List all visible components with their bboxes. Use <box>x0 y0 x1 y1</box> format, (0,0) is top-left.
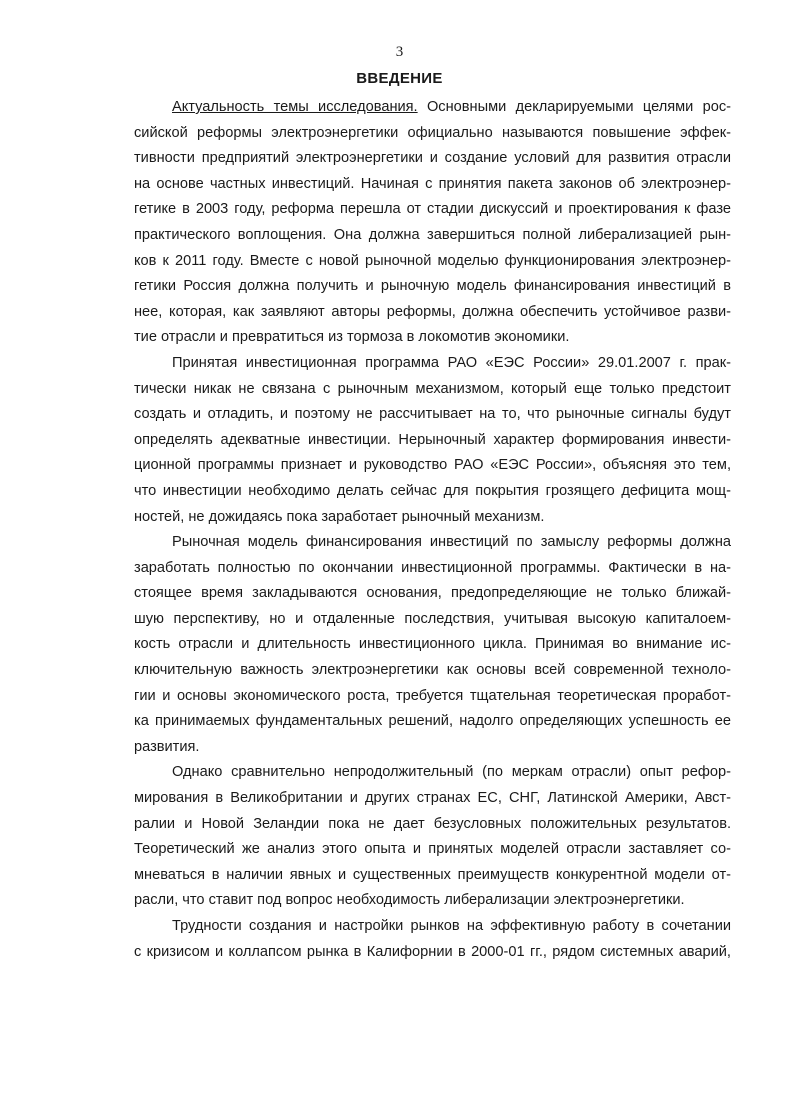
line-text: Основными декларируемыми целями рос- <box>417 99 732 115</box>
line-text: стоящее время закладываются основания, предопределяющие не только ближай- <box>134 585 731 602</box>
line-text: гетике в 2003 году, реформа перешла от стадии дискуссий и проектирования к фазе <box>134 201 731 218</box>
line-text: ключительную важность электроэнергетики как основы всей современной техноло- <box>134 662 731 679</box>
text-line <box>134 249 731 275</box>
text-line <box>134 863 731 889</box>
text-line <box>134 940 731 966</box>
text-line <box>134 274 731 300</box>
line-text: сийской реформы электроэнергетики официально называются повышение эффек- <box>134 124 731 141</box>
document-body <box>134 95 731 965</box>
paragraph <box>134 914 731 965</box>
line-text: Однако сравнительно непродолжительный (по меркам отрасли) опыт рефор- <box>172 764 731 781</box>
line-text: определять адекватные инвестиции. Нерыночный характер формирования инвести- <box>134 431 731 448</box>
line-text: Трудности создания и настройки рынков на эффективную работу в сочетании <box>172 918 731 934</box>
line-text: тие отрасли и превратиться из тормоза в локомотив экономики. <box>134 329 570 346</box>
text-line <box>134 658 731 684</box>
line-text: гии и основы экономического роста, требуется тщательная теоретическая проработ- <box>134 687 731 704</box>
paragraph <box>134 530 731 760</box>
text-line <box>134 428 731 454</box>
line-text: развития. <box>134 738 200 755</box>
line-text: на основе частных инвестиций. Начиная с принятия пакета законов об электроэнер- <box>134 175 731 192</box>
line-text: ционной программы признает и руководство РАО «ЕЭС России», объясняя это тем, <box>134 457 731 474</box>
paragraph <box>134 760 731 914</box>
line-text: кость отрасли и длительность инвестиционного цикла. Принимая во внимание ис- <box>134 636 731 653</box>
line-text: практического воплощения. Она должна завершиться полной либерализацией рын- <box>134 226 731 243</box>
text-line <box>134 172 731 198</box>
text-line <box>134 581 731 607</box>
page-title: ВВЕДЕНИЕ <box>356 70 443 87</box>
line-text: Теоретический же анализ этого опыта и принятых моделей отрасли заставляет со- <box>134 841 731 858</box>
text-line <box>134 300 731 326</box>
text-line <box>134 479 731 505</box>
text-line <box>134 760 731 786</box>
text-line <box>134 95 731 121</box>
text-line <box>134 505 731 531</box>
text-line <box>134 914 731 940</box>
text-line <box>134 888 731 914</box>
line-text: гетики Россия должна получить и рыночную модель финансирования инвестиций в <box>134 278 731 295</box>
text-line <box>134 325 731 351</box>
line-text: Принятая инвестиционная программа РАО «ЕЭС России» 29.01.2007 г. прак- <box>172 354 731 371</box>
line-text: расли, что ставит под вопрос необходимость либерализации электроэнергетики. <box>134 892 685 909</box>
text-line <box>134 453 731 479</box>
text-line <box>134 377 731 403</box>
text-line <box>134 812 731 838</box>
line-text: что инвестиции необходимо делать сейчас для покрытия грозящего дефицита мощ- <box>134 482 731 499</box>
text-line <box>134 684 731 710</box>
line-text: заработать полностью по окончании инвестиционной программы. Фактически в на- <box>134 559 731 576</box>
line-text: Рыночная модель финансирования инвестиций по замыслу реформы должна <box>172 534 731 551</box>
line-text: с кризисом и коллапсом рынка в Калифорнии в 2000-01 гг., рядом системных аварий, <box>134 943 731 960</box>
line-text: ка принимаемых фундаментальных решений, надолго определяющих успешность ее <box>134 713 731 730</box>
line-text: мневаться в наличии явных и существенных преимуществ конкурентной модели от- <box>134 866 731 883</box>
line-text: мирования в Великобритании и других странах ЕС, СНГ, Латинской Америки, Авст- <box>134 790 731 807</box>
text-line <box>134 530 731 556</box>
text-line <box>134 197 731 223</box>
line-text: создать и отладить, и поэтому не рассчитывает на то, что рыночные сигналы будут <box>134 406 731 423</box>
text-line <box>134 786 731 812</box>
text-line <box>134 223 731 249</box>
text-line <box>134 735 731 761</box>
line-text: тивности предприятий электроэнергетики и создание условий для развития отрасли <box>134 150 731 167</box>
text-line <box>134 146 731 172</box>
line-text: ков к 2011 году. Вместе с новой рыночной моделью функционирования электроэнер- <box>134 252 731 269</box>
paragraph <box>134 95 731 351</box>
line-text: шую перспективу, но и отдаленные последствия, учитывая высокую капиталоем- <box>134 610 731 627</box>
line-text: тически никак не связана с рыночным механизмом, который еще только предстоит <box>134 380 731 397</box>
text-line <box>134 556 731 582</box>
topic-lead: Актуальность темы исследования. <box>172 99 418 115</box>
line-text: ралии и Новой Зеландии пока не дает безусловных положительных результатов. <box>134 815 731 832</box>
paragraph <box>134 351 731 530</box>
text-line <box>134 402 731 428</box>
text-line <box>134 351 731 377</box>
line-text: нее, которая, как заявляют авторы реформы, должна обеспечить устойчивое разви- <box>134 303 731 320</box>
text-line <box>134 632 731 658</box>
page-number: 3 <box>395 44 404 60</box>
text-line <box>134 607 731 633</box>
text-line <box>134 837 731 863</box>
text-line <box>134 709 731 735</box>
line-text: ностей, не дожидаясь пока заработает рыночный механизм. <box>134 508 545 525</box>
text-line <box>134 121 731 147</box>
